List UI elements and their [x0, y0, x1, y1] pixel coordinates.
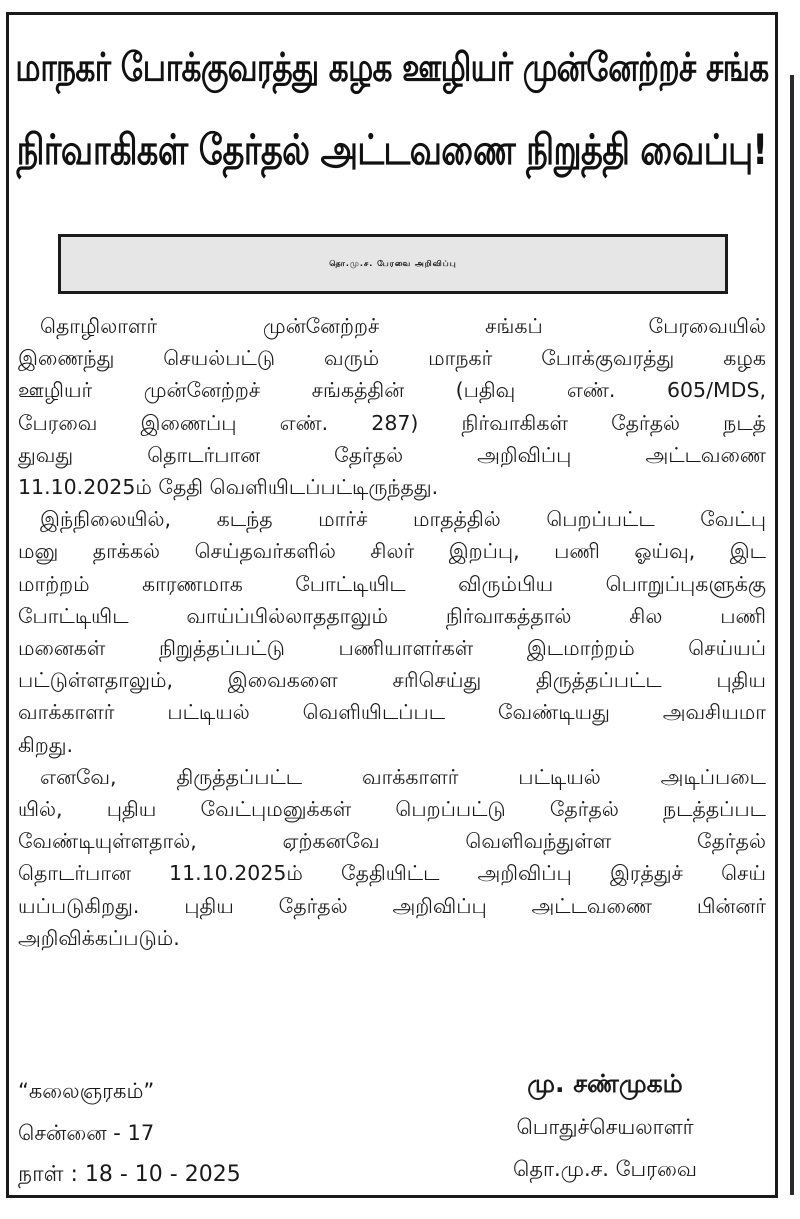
body-line: எனவே, திருத்தப்பட்ட வாக்காளர் பட்டியல் அடிப்படை	[40, 764, 766, 789]
body-line: இந்நிலையில், கடந்த மார்ச் மாதத்தில் பெறப்பட்ட வேட்பு	[40, 507, 766, 532]
body-line: யப்படுகிறது. புதிய தேர்தல் அறிவிப்பு அட்டவணை பின்னர்	[18, 893, 766, 918]
issue-details	[18, 1070, 241, 1196]
body-line: போட்டியிட வாய்ப்பில்லாததாலும் நிர்வாகத்தால் சில பணி	[18, 603, 766, 628]
city: சென்னை - 17	[18, 1121, 155, 1145]
subheadline: தொ.மு.ச. பேரவை அறிவிப்பு	[58, 234, 728, 294]
body-line: பட்டுள்ளதாலும், இவைகளை சரிசெய்து திருத்தப்பட்ட புதிய	[18, 668, 766, 693]
column-divider	[790, 75, 794, 1195]
headline-line-1: மாநகர் போக்குவரத்து கழக ஊழியர் முன்னேற்றச் சங்க	[15, 45, 769, 91]
signatory-organization: தொ.மு.ச. பேரவை	[513, 1157, 697, 1181]
body-line: வாக்காளர் பட்டியல் வெளியிடப்பட வேண்டியது அவசியமா	[18, 700, 766, 725]
signature-block	[440, 1062, 770, 1190]
body-line: பேரவை இணைப்பு எண். 287) நிர்வாகிகள் தேர்தல் நடத்	[18, 410, 766, 435]
signatory-name: மு. சண்முகம்	[527, 1069, 683, 1098]
body-line: மனைகள் நிறுத்தப்பட்டு பணியாளர்கள் இடமாற்றம் செய்யப்	[18, 636, 766, 661]
issue-date: நாள் : 18 - 10 - 2025	[18, 1162, 241, 1187]
body-line: அறிவிக்கப்படும்.	[18, 925, 180, 950]
notice-body	[18, 310, 766, 954]
body-line: வேண்டியுள்ளதால், ஏற்கனவே வெளிவந்துள்ள தேர்தல்	[18, 829, 766, 854]
body-line: யில், புதிய வேட்புமனுக்கள் பெறப்பட்டு தேர்தல் நடத்தப்பட	[18, 797, 766, 822]
signatory-title: பொதுச்செயலாளர்	[516, 1115, 694, 1139]
body-line: மாற்றம் காரணமாக போட்டியிட விரும்பிய பொறுப்புகளுக்கு	[18, 571, 766, 596]
body-line: தொடர்பான 11.10.2025ம் தேதியிட்ட அறிவிப்பு இரத்துச் செய்	[18, 861, 766, 886]
body-line: கிறது.	[18, 732, 74, 757]
body-line: ஊழியர் முன்னேற்றச் சங்கத்தின் (பதிவு எண். 605/MDS,	[18, 378, 766, 403]
place-label: “கலைஞரகம்”	[18, 1079, 155, 1103]
body-line: 11.10.2025ம் தேதி வெளியிடப்பட்டிருந்தது.	[18, 475, 439, 500]
headline-line-2: நிர்வாகிகள் தேர்தல் அட்டவணை நிறுத்தி வைப்பு!	[16, 125, 768, 174]
body-line: துவது தொடர்பான தேர்தல் அறிவிப்பு அட்டவணை	[18, 442, 766, 467]
body-line: இணைந்து செயல்பட்டு வரும் மாநகர் போக்குவரத்து கழக	[18, 346, 766, 371]
body-line: மனு தாக்கல் செய்தவர்களில் சிலர் இறப்பு, பணி ஓய்வு, இட	[18, 539, 766, 564]
body-line: தொழிலாளர் முன்னேற்றச் சங்கப் பேரவையில்	[40, 314, 766, 338]
